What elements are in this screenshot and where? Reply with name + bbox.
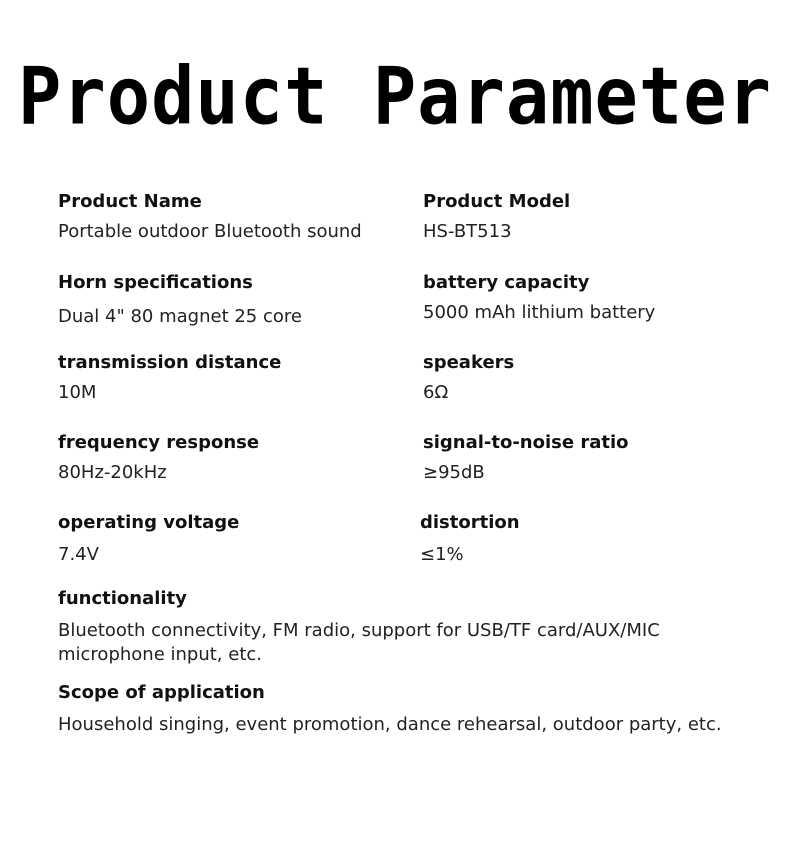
param-speakers [423,351,514,405]
param-value: Household singing, event promotion, dance rehearsal, outdoor party, etc. [58,714,722,735]
param-value: 80Hz-20kHz [58,462,167,483]
param-product-model [423,190,570,244]
param-label: frequency response [58,432,260,453]
param-distortion [420,511,520,567]
param-label: Scope of application [58,682,265,703]
param-label: speakers [423,352,515,373]
param-label: operating voltage [58,512,240,533]
param-label: battery capacity [423,272,590,293]
param-transmission-distance [58,351,281,405]
param-operating-voltage [58,511,239,567]
param-label: transmission distance [58,352,282,373]
param-value: Dual 4" 80 magnet 25 core [58,306,302,327]
param-value: 6Ω [423,382,449,403]
param-value: Bluetooth connectivity, FM radio, support for USB/TF card/AUX/MIC microphone input, etc. [58,620,660,665]
param-horn-specifications [58,271,302,329]
param-label: Product Model [423,191,571,212]
param-value: 5000 mAh lithium battery [423,302,656,323]
param-functionality [58,587,738,667]
param-label: Horn specifications [58,272,253,293]
param-label: Product Name [58,191,202,212]
param-value: 7.4V [58,544,99,565]
param-label: signal-to-noise ratio [423,432,629,453]
param-value: Portable outdoor Bluetooth sound [58,221,362,242]
page-title: Product Parameter [18,49,772,143]
param-value: ≥95dB [423,462,485,483]
param-value: HS-BT513 [423,221,512,242]
param-battery-capacity [423,271,655,325]
param-label: distortion [420,512,520,533]
param-scope-of-application [58,681,738,737]
param-frequency-response [58,431,259,485]
param-label: functionality [58,588,187,609]
param-value: ≤1% [420,544,464,565]
param-product-name [58,190,362,244]
param-value: 10M [58,382,97,403]
param-signal-to-noise-ratio [423,431,629,485]
